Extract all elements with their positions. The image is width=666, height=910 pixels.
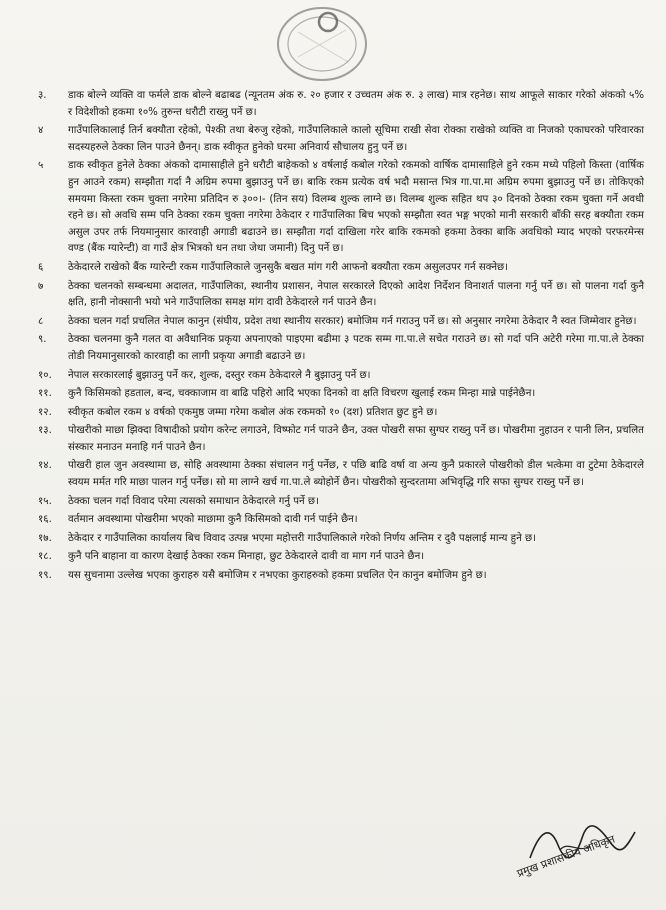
condition-number: १५. <box>38 495 52 507</box>
condition-number: १०. <box>38 369 52 381</box>
condition-text: यस सुचनामा उल्लेख भएका कुराहरु यसै बमोजिम र नभएका कुराहरुको हकमा प्रचलित ऐन कानुन बमोजिम हुने छ। <box>68 570 487 582</box>
condition-item <box>34 531 644 548</box>
condition-item <box>34 260 644 277</box>
condition-item <box>34 88 644 121</box>
condition-text: पोखरी हाल जुन अवस्थामा छ, सोहि अवस्थामा ठेक्का संचालन गर्नु पर्नेछ, र पछि बाढि वर्षा वा अन्य कुनै प्रकारले पोखरीको डील भत्केमा वा टुटेमा ठेकेदारले स्वयम मर्मत गरि माछा पालन गर्नु पर्नेछ। सो मा लाग्ने खर्च गा.पा.ले ब्योहोर्ने छैन। पोखरीको सुन्दरतामा अभिवृद्धि गरि सफा सुग्घर राख्नु पर्ने छ। <box>68 460 644 489</box>
condition-number: १७. <box>38 532 52 544</box>
condition-text: कुनै किसिमको हडताल, बन्द, चक्काजाम वा बाढि पहिरो आदि भएका दिनको वा क्षति विचरण खुलाई रकम मिन्हा मान्ने पाईनेछैन। <box>68 388 536 400</box>
condition-item <box>34 123 644 156</box>
condition-text: ठेक्का चलनमा कुनै गलत वा अवैधानिक प्रकृया अपनाएको पाइएमा बढीमा ३ पटक सम्म गा.पा.ले सचेत गराउने छ। सो गर्दा पनि अटेरी गरेमा गा.पा.ले ठेक्का तोडी नियमानुसारको कारवाही का लागी प्रकृया अगाडी बढाउने छ। <box>68 334 644 362</box>
condition-number: ८ <box>38 315 44 327</box>
condition-text: ठेकेदार र गाउँपालिका कार्यालय बिच विवाद उत्पन्न भएमा महोत्तरी गाउँपालिकाले गरेको निर्णय अन्तिम र दुवै पक्षलाई मान्य हुने छ। <box>68 532 536 544</box>
condition-item <box>34 158 644 258</box>
condition-text: गाउँपालिकालाई तिर्न बक्यौता रहेको, पेश्की तथा बेरुजु रहेको, गाउँपालिकाले कालो सूचिमा राखी सेवा रोक्का राखेको व्यक्ति वा निजको एकाघरको परिवारका सदस्यहरुले ठेक्का लिन पाउने छैनन्। डाक स्वीकृत हुनेको घरमा अनिवार्य सौचालय हुनु पर्ने छ। <box>68 125 644 153</box>
condition-item <box>34 386 644 403</box>
condition-number: ११. <box>38 388 52 400</box>
condition-text: ठेक्का चलन गर्दा प्रचलित नेपाल कानुन (संघीय, प्रदेश तथा स्थानीय सरकार) बमोजिम गर्न गराउनु पर्ने छ। सो अनुसार नगरेमा ठेकेदार नै स्वत जिम्मेवार हुनेछ। <box>68 315 637 327</box>
condition-number: ७ <box>38 280 44 292</box>
condition-number: १४. <box>38 460 52 472</box>
condition-number: १९. <box>38 570 52 582</box>
condition-item <box>34 549 644 566</box>
condition-text: कुनै पनि बाहाना वा कारण देखाई ठेक्का रकम मिनाहा, छुट ठेकेदारले दावी वा माग गर्न पाउने छैन। <box>68 551 425 563</box>
condition-item <box>34 368 644 385</box>
condition-text: ठेकेदारले राखेको बैंक ग्यारेन्टी रकम गाउँपालिकाले जुनसुकै बखत मांग गरी आफनो बक्यौता रकम असुलउपर गर्न सक्नेछ। <box>68 261 509 273</box>
condition-text: ठेक्का चलन गर्दा विवाद परेमा त्यसको समाधान ठेकेदारले गर्नु पर्ने छ। <box>68 495 319 507</box>
conditions-list <box>34 88 644 587</box>
condition-item <box>34 314 644 331</box>
condition-text: ठेक्का चलनको सम्बन्धमा अदालत, गाउँपालिका, स्थानीय प्रशासन, नेपाल सरकारले दिएको आदेश निर्देशन विनाशर्त पालना गर्नु पर्ने छ। सो पालना गर्दा कुनै क्षति, हानी नोक्सानी भयो भने गाउँपालिका समक्ष मांग दावी ठेकेदारले गर्न पाउने छैन। <box>68 280 644 309</box>
condition-text: पोखरीको माछा झिक्दा विषादीको प्रयोग करेन्ट लगाउने, विष्फोट गर्न पाउने छैन, उक्त पोखरी सफा सुग्घर राख्नु पर्ने छ। पोखरीमा नुहाउन र पानी लिन, प्रचलित संस्कार मनाउन मनाहि गर्न पाउने छैन। <box>68 425 644 453</box>
condition-number: १६. <box>38 514 52 526</box>
condition-number: १८. <box>38 551 52 563</box>
condition-number: १२. <box>38 406 52 418</box>
condition-text: वर्तमान अवस्थामा पोखरीमा भएको माछामा कुनै किसिमको दावी गर्न पाईने छैन। <box>68 514 358 526</box>
condition-number: ९. <box>38 334 47 346</box>
condition-number: ४ <box>38 125 44 137</box>
condition-number: ३. <box>38 90 47 101</box>
signature-caption: प्रमुख प्रशासकीय अधिकृत <box>515 832 617 881</box>
condition-item <box>34 332 644 365</box>
condition-text: डाक स्वीकृत हुनेले ठेक्का अंकको दामासाहीले हुने धरौटी बाहेकको ४ वर्षलाई कबोल गरेको रकमको वार्षिक दामासाहिले हुने रकम मध्ये पहिलो किस्ता (वार्षिक हुन आउने रकम) सम्झौता गर्दा नै अग्रिम रुपमा बुझाउनु पर्ने छ। बाकि रकम प्रत्येक वर्ष भदौ मसान्त भित्र गा.पा.मा अग्रिम रुपमा बुझाउनु पर्ने छ। तोकिएको समयमा किस्ता रकम चुक्ता नगरेमा प्रतिदिन रु ३००।- (तिन सय) विलम्ब शुल्क लाग्ने छ। विलम्ब शुल्क सहित थप ३० दिनको ठेक्का रकम चुक्ता गर्ने अवधी रहने छ। सो अवधि सम्म पनि ठेक्का रकम चुक्ता नगरेमा ठेकेदार र गाउँपालिका बिच भएको सम्झौता स्वत भङ्ग भएको मानी सरकारी बाँकी सरह बक्यौता रकम असुल उपर तर्फ नियमानुसार कारवाही अगाडी बढाउने छ। सम्झौता गर्दा दाखिला गरेर बाकि रकमको हकमा ठेक्का बाकि अवधिको म्याद भएको परफरमेन्स वण्ड (बैंक ग्यारेन्टी) वा गाउँ क्षेत्र भित्रको धन तथा जेथा जमानी) दिनु पर्ने छ। <box>68 160 644 255</box>
condition-text: डाक बोल्ने व्यक्ति वा फर्मले डाक बोल्ने बढाबढ (न्यूनतम अंक रु. २० हजार र उच्चतम अंक रु. ३ लाख) मात्र रहनेछ। साथ आफूले साकार गरेको अंकको ५% र विदेशीको हकमा १०% तुरुन्त धरौटी राख्नु पर्ने छ। <box>68 90 644 118</box>
condition-item <box>34 405 644 422</box>
condition-number: ६ <box>38 261 44 273</box>
condition-item <box>34 423 644 456</box>
condition-number: ५ <box>38 160 44 172</box>
condition-item <box>34 458 644 491</box>
office-seal <box>268 2 376 86</box>
condition-number: १३. <box>38 425 52 437</box>
condition-text: स्वीकृत कबोल रकम ४ वर्षको एकमुष्ठ जम्मा गरेमा कबोल अंक रकमको १० (दश) प्रतिशत छुट हुने छ। <box>68 406 438 418</box>
condition-text: नेपाल सरकारलाई बुझाउनु पर्ने कर, शुल्क, दस्तुर रकम ठेकेदारले नै बुझाउनु पर्ने छ। <box>68 369 371 381</box>
condition-item <box>34 494 644 511</box>
condition-item <box>34 568 644 585</box>
condition-item <box>34 279 644 312</box>
condition-item <box>34 512 644 529</box>
